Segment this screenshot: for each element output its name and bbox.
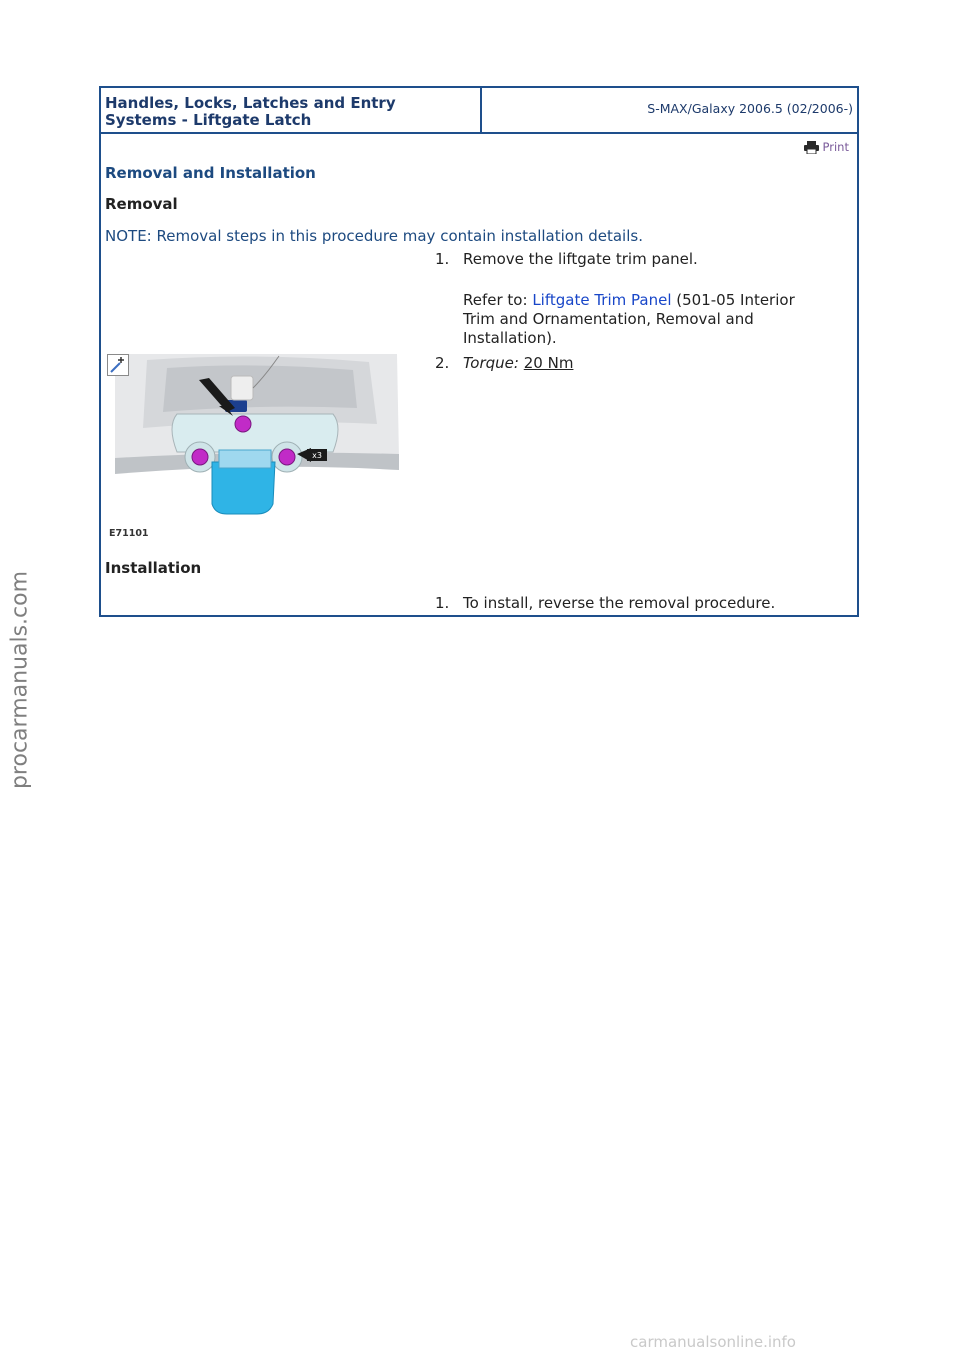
page-title — [105, 95, 475, 129]
printer-icon — [804, 141, 819, 154]
torque-value: 20 Nm — [523, 354, 574, 372]
step-number: 1. — [435, 594, 450, 612]
page-title-line1: Handles, Locks, Latches and Entry — [105, 94, 396, 112]
removal-heading: Removal — [105, 195, 178, 213]
procedure-frame — [99, 86, 859, 617]
print-label[interactable]: Print — [822, 140, 849, 154]
figure-callout: x3 — [312, 451, 322, 460]
header-divider — [480, 88, 482, 132]
side-watermark-text: procarmanuals.com — [7, 570, 33, 790]
section-title: Removal and Installation — [105, 164, 316, 182]
reference-suffix-1: (501-05 Interior — [676, 291, 795, 309]
step-number: 2. — [435, 354, 450, 372]
page-header — [101, 88, 857, 134]
reference-suffix-3: Installation). — [463, 329, 557, 347]
print-button[interactable] — [804, 140, 849, 154]
figure-label: E71101 — [109, 528, 149, 539]
page-title-line2: Systems - Liftgate Latch — [105, 111, 312, 129]
note-text: NOTE: Removal steps in this procedure may contain installation details. — [105, 227, 643, 245]
step-reference — [463, 291, 833, 348]
reference-prefix: Refer to: — [463, 291, 528, 309]
liftgate-trim-panel-link[interactable]: Liftgate Trim Panel — [532, 291, 672, 309]
footer-watermark: carmanualsonline.info — [630, 1333, 796, 1351]
installation-heading: Installation — [105, 559, 202, 577]
torque-label: Torque: — [463, 354, 519, 372]
step-number: 1. — [435, 250, 450, 268]
step-text: Remove the liftgate trim panel. — [463, 250, 698, 268]
zoom-icon[interactable] — [107, 354, 129, 376]
vehicle-model: S-MAX/Galaxy 2006.5 (02/2006-) — [647, 101, 853, 116]
side-watermark — [0, 570, 40, 790]
step-text: To install, reverse the removal procedure. — [463, 594, 776, 612]
reference-suffix-2: Trim and Ornamentation, Removal and — [463, 310, 754, 328]
liftgate-latch-figure[interactable] — [107, 354, 403, 544]
